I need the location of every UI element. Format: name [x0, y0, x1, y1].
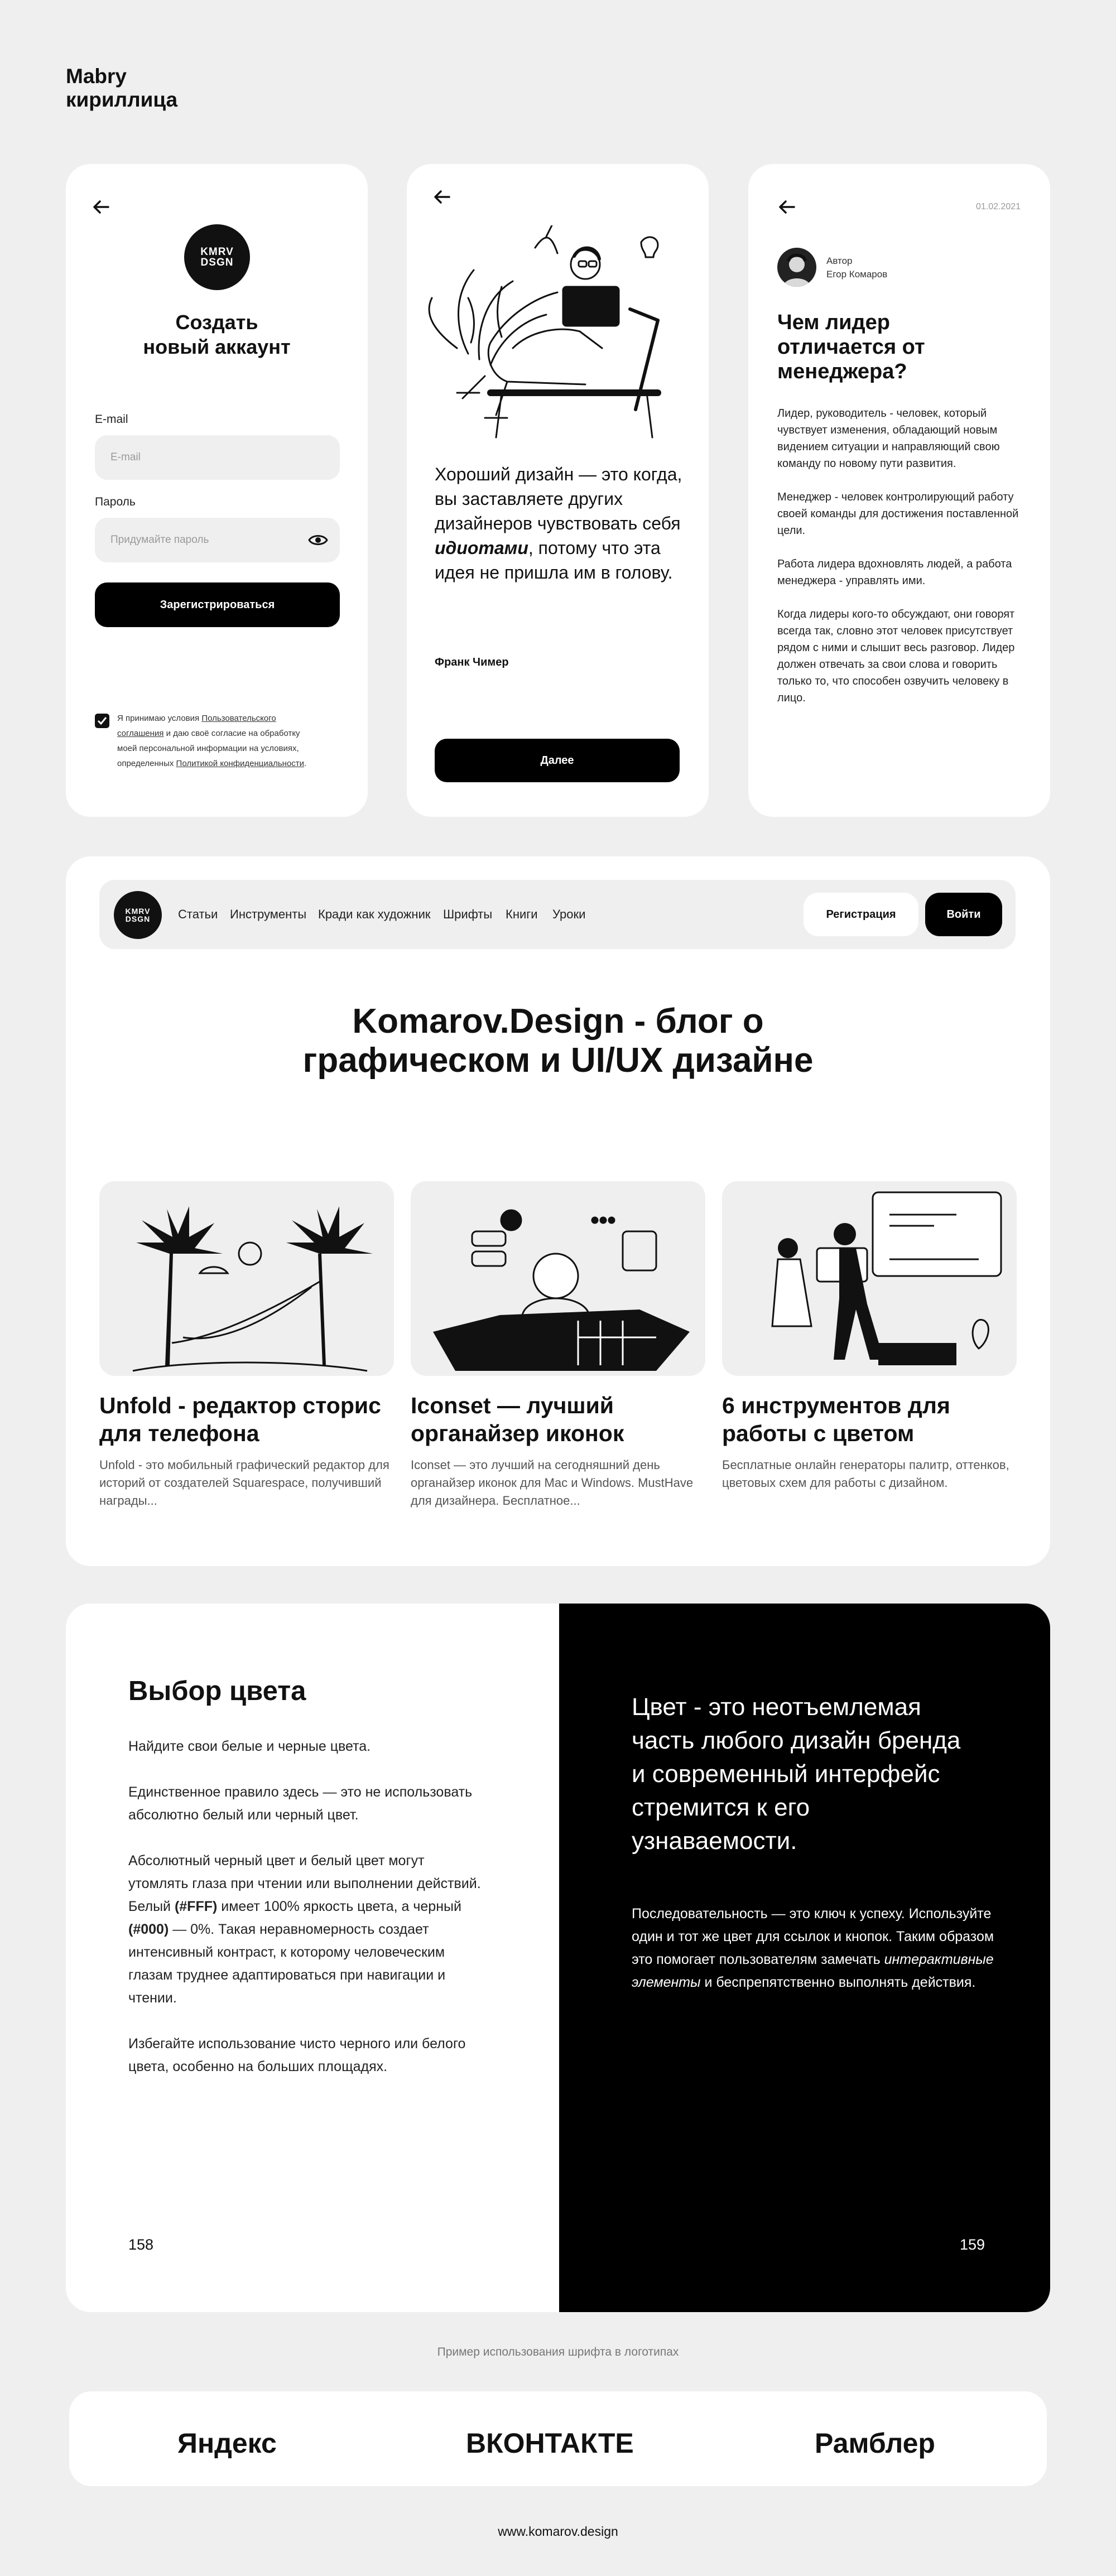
email-label: E-mail — [95, 413, 128, 426]
signup-title-line2: новый аккаунт — [143, 335, 291, 358]
page-number-left: 158 — [128, 2236, 154, 2253]
article-card — [748, 164, 1050, 817]
login-button[interactable]: Войти — [925, 893, 1002, 936]
post-excerpt-2: Iconset — это лучший на сегодняшний день органайзер иконок для Mac и Windows. MustHave для дизайнера. Бесплатное... — [411, 1458, 694, 1508]
white-hex: (#FFF) — [174, 1899, 218, 1914]
page-header — [66, 65, 177, 112]
color-paragraph-2: Единственное правило здесь — это не использовать абсолютно белый или черный цвет. — [128, 1784, 473, 1823]
signup-card — [66, 164, 368, 817]
color-p3-c: имеет 100% яркость цвета, а черный — [217, 1899, 461, 1914]
nav-logo-text-1: KMRV — [125, 907, 151, 916]
unfold-illustration[interactable] — [99, 1181, 394, 1376]
color-title: Выбор цвета — [128, 1676, 306, 1706]
quote-part1: Хороший дизайн — это когда, вы заставляете других дизайнеров чувствовать себя — [435, 464, 682, 533]
signup-title-line1: Создать — [175, 311, 258, 334]
black-hex: (#000) — [128, 1922, 169, 1937]
designer-illustration — [424, 225, 691, 443]
quote-author: Франк Чимер — [435, 656, 509, 668]
privacy-link[interactable]: Политикой конфиденциальности — [176, 759, 305, 768]
back-arrow-icon[interactable] — [92, 198, 110, 216]
password-field[interactable]: Придумайте пароль — [95, 518, 340, 562]
avatar — [777, 248, 816, 287]
consent-part5: . — [304, 759, 307, 768]
font-subtitle: кириллица — [66, 88, 178, 111]
hammock-palms-illustration — [99, 1181, 394, 1376]
quote-text — [435, 462, 691, 585]
nav-logo[interactable] — [114, 891, 162, 939]
terms-link-a[interactable]: Пользовательского — [201, 714, 276, 723]
article-paragraph-2: Менеджер - человек контролирующий работу своей команды для достижения поставленной цели. — [777, 491, 1019, 537]
nav-fonts[interactable]: Шрифты — [443, 907, 493, 921]
post-excerpt-3: Бесплатные онлайн генераторы палитр, оттенков, цветовых схем для работы с дизайном. — [722, 1458, 1009, 1490]
couple-screen-illustration — [722, 1181, 1017, 1376]
avatar-face-icon — [777, 248, 816, 287]
password-label: Пароль — [95, 495, 136, 508]
consent-checkbox[interactable] — [95, 714, 109, 728]
nav-articles[interactable]: Статьи — [178, 907, 218, 921]
post-title-3[interactable]: 6 инструментов для работы с цветом — [722, 1393, 950, 1446]
nav-lessons[interactable]: Уроки — [552, 907, 586, 921]
logo-yandex: Яндекс — [177, 2428, 277, 2459]
logo-rambler: Рамблер — [815, 2428, 935, 2459]
consistency-b: и беспрепятственно выполнять действия. — [700, 1975, 976, 1990]
article-paragraph-4: Когда лидеры кого-то обсуждают, они говорят всегда так, словно этот человек присутствует рядом с ними и слышит весь разговор. Лидер должен отвечать за свои слова и говорить только то, что способен озвучить человеку в лицо. — [777, 608, 1015, 704]
register-nav-button[interactable]: Регистрация — [804, 893, 918, 936]
page-number-right: 159 — [960, 2236, 985, 2253]
article-paragraph-3: Работа лидера вдохновлять людей, а работа менеджера - управлять ими. — [777, 558, 1012, 587]
font-name: Mabry — [66, 65, 127, 88]
post-title-1[interactable]: Unfold - редактор сторис для телефона — [99, 1393, 381, 1446]
consent-part2: и даю своё согласие на обработку — [163, 729, 300, 738]
color-tools-illustration[interactable] — [722, 1181, 1017, 1376]
color-paragraph-4: Избегайте использование чисто черного или белого цвета, особенно на больших площадях. — [128, 2036, 466, 2074]
nav-logo-text-2: DSGN — [125, 914, 151, 923]
consent-part1: Я принимаю условия — [117, 714, 202, 723]
logo-text-1: KMRV — [200, 246, 234, 258]
color-paragraph-1: Найдите свои белые и черные цвета. — [128, 1739, 371, 1754]
quote-card — [407, 164, 709, 817]
blog-title: Komarov.Design - блог о графическом и UI/UX дизайне — [302, 1002, 814, 1080]
article-date: 01.02.2021 — [976, 202, 1021, 211]
author-label: Автор — [826, 256, 853, 266]
back-arrow-icon[interactable] — [777, 198, 796, 216]
nav-steal-like-artist[interactable]: Кради как художник — [318, 907, 431, 921]
author-name: Егор Комаров — [826, 269, 888, 280]
post-excerpt-1: Unfold - это мобильный графический редактор для историй от создателей Squarespace, получивший награды... — [99, 1458, 389, 1508]
consent-part4: определенных — [117, 759, 176, 768]
article-title: Чем лидер отличается от менеджера? — [777, 311, 925, 383]
color-paragraph-3 — [128, 1850, 485, 2010]
register-button[interactable]: Зарегистрироваться — [95, 582, 340, 627]
footer-url[interactable]: www.komarov.design — [498, 2524, 618, 2539]
color-p3-e: — 0%. Такая неравномерность создает интенсивный контраст, к которому человеческим глазам труднее адаптироваться при навигации и чтении. — [128, 1922, 446, 2006]
iconset-illustration[interactable] — [411, 1181, 705, 1376]
nav-books[interactable]: Книги — [506, 907, 538, 921]
eye-icon[interactable] — [308, 532, 328, 548]
color-consistency — [632, 1903, 994, 1994]
post-title-2[interactable]: Iconset — лучший органайзер иконок — [411, 1393, 624, 1446]
consistency-a: Последовательность — это ключ к успеху. Используйте один и тот же цвет для ссылок и кнопок. Таким образом это помогает пользователям замечать — [632, 1906, 994, 1967]
color-p3-a: Абсолютный черный цвет и белый цвет могут утомлять глаза при чтении или выполнении действий. Белый — [128, 1853, 481, 1914]
terms-link-b[interactable]: соглашения — [117, 729, 164, 738]
quote-part2: , потому что эта идея не пришла им в голову. — [435, 538, 673, 582]
check-icon — [97, 716, 107, 725]
signup-title — [66, 310, 368, 359]
consent-text — [117, 711, 352, 771]
back-arrow-icon[interactable] — [432, 187, 451, 206]
next-button[interactable]: Далее — [435, 739, 680, 782]
logo-vkontakte: ВКОНТАКТЕ — [466, 2428, 634, 2459]
nav-tools[interactable]: Инструменты — [230, 907, 307, 921]
consistency-em: интерактивные элементы — [632, 1952, 994, 1990]
color-body — [128, 1735, 485, 2101]
logos-caption: Пример использования шрифта в логотипах — [437, 2346, 679, 2358]
logo-text-2: DSGN — [200, 257, 234, 268]
dashboard-worker-illustration — [411, 1181, 705, 1376]
email-field[interactable]: E-mail — [95, 435, 340, 480]
article-paragraph-1: Лидер, руководитель - человек, который чувствует изменения, обладающий новым видением ситуации и направляющий свою команду по новому пути развития. — [777, 407, 1000, 470]
quote-emphasis: идиотами — [435, 538, 528, 558]
top-navbar — [99, 880, 1016, 949]
consent-part3: моей персональной информации на условиях, — [117, 744, 299, 753]
kmrv-logo — [184, 224, 250, 290]
article-body — [777, 405, 1023, 723]
color-statement: Цвет - это неотъемлемая часть любого дизайн бренда и современный интерфейс стремится к его узнаваемости. — [632, 1693, 961, 1855]
